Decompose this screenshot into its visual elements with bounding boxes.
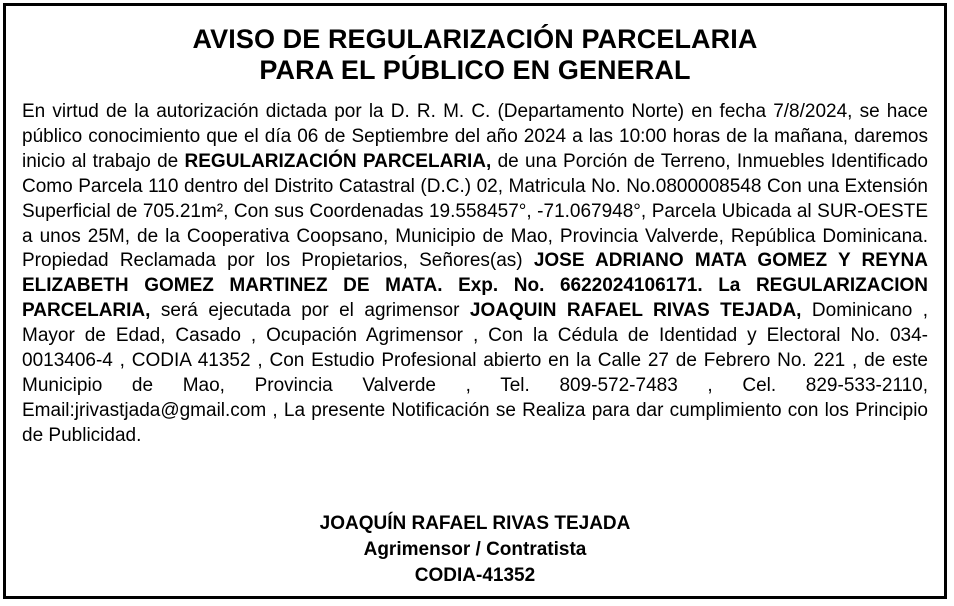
notice-title: [6, 24, 944, 86]
body-text-3: será ejecutada por el agrimensor: [150, 300, 470, 322]
title-line-2: PARA EL PÚBLICO EN GENERAL: [259, 55, 691, 85]
signature-role: Agrimensor / Contratista: [363, 539, 587, 560]
signature-block: [6, 511, 944, 589]
signature-name: JOAQUÍN RAFAEL RIVAS TEJADA: [319, 513, 631, 534]
body-text-4: Dominicano , Mayor de Edad, Casado , Ocupación Agrimensor , Con la Cédula de Identidad y Electoral No. 034-0013406-4 , CODIA 41352 , Con Estudio Profesional abierto en la Calle 27 de Febrero No. 221 , de este Municipio de Mao, Provincia Valverde , Tel. 809-572-7483 , Cel. 829-533-2110, Email:jrivastjada@gmail.com , La presente Notificación se Realiza para dar cumplimiento con los Principio de Publicidad.: [22, 300, 929, 446]
body-bold-owners: JOSE ADRIANO MATA GOMEZ Y REYNA ELIZABETH GOMEZ MARTINEZ DE MATA. Exp. No. 6622024106171. La REGULARIZACION PARCELARIA,: [22, 250, 928, 322]
body-bold-1: REGULARIZACIÓN PARCELARIA,: [184, 150, 492, 172]
body-text-2: de una Porción de Terreno, Inmuebles Identificado Como Parcela 110 dentro del Distrito Catastral (D.C.) 02, Matricula No. No.0800008548 Con una Extensión Superficial de 705.21m², Con sus Coordenadas 19.558457°, -71.067948°, Parcela Ubicada al SUR-OESTE a unos 25M, de la Cooperativa Coopsano, Municipio de Mao, Provincia Valverde, República Dominicana. Propiedad Reclamada por los Propietarios, Señores(as): [22, 150, 928, 272]
signature-codia: CODIA-41352: [414, 565, 536, 586]
title-line-1: AVISO DE REGULARIZACIÓN PARCELARIA: [192, 24, 758, 54]
body-text-1: En virtud de la autorización dictada por la D. R. M. C. (Departamento Norte) en fecha 7/8/2024, se hace público conocimiento que el día 06 de Septiembre del año 2024 a las 10:00 horas de la mañana, daremos inicio al trabajo de: [22, 101, 928, 172]
body-bold-surveyor: JOAQUIN RAFAEL RIVAS TEJADA,: [469, 300, 802, 322]
notice-body: [22, 100, 928, 449]
notice-frame: [3, 3, 947, 599]
